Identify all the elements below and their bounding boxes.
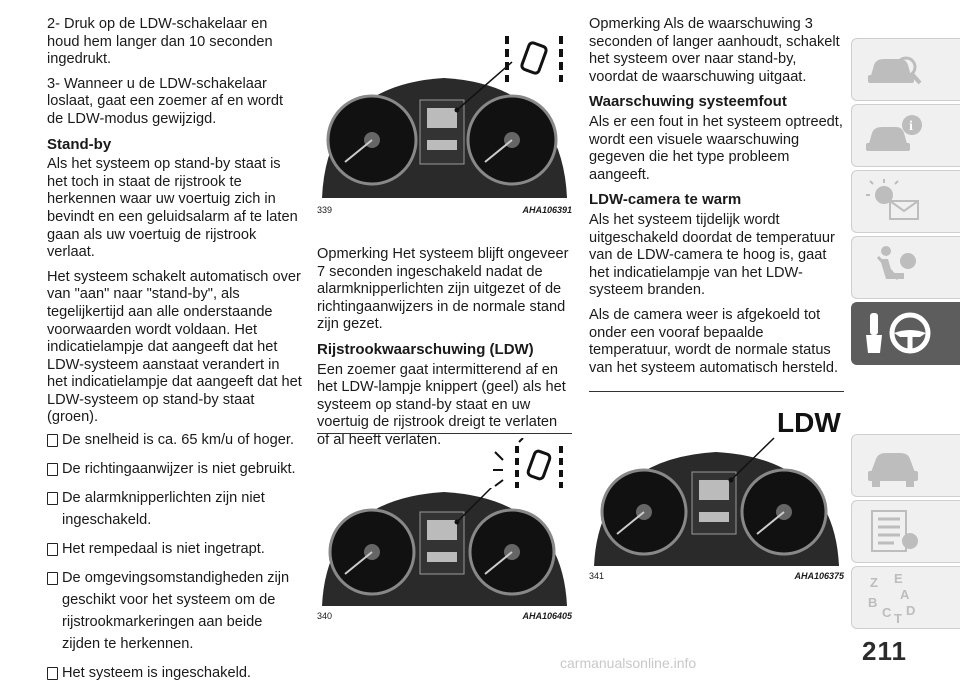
tab-car-info[interactable] bbox=[851, 104, 960, 167]
tab-car-front[interactable] bbox=[851, 434, 960, 497]
svg-text:A: A bbox=[900, 587, 910, 602]
svg-text:B: B bbox=[868, 595, 878, 610]
figure-340 bbox=[317, 438, 572, 626]
tab-service-list[interactable] bbox=[851, 500, 960, 563]
tab-key-steering[interactable] bbox=[851, 302, 960, 365]
standby-paragraph-1: Als het systeem op stand-by staat is het toch in staat de rijstrook te herkennen waar uw voertuig zich in bevindt en een geluidsalarm af te laten gaan als uw voertuig de rijstrook verlaat. bbox=[47, 156, 298, 261]
car-magnifier-icon bbox=[864, 45, 924, 93]
figure-code: AHA106375 bbox=[794, 571, 844, 581]
figure-number: 339 bbox=[317, 205, 333, 215]
camera-warm-paragraph-2: Als de camera weer is afgekoeld tot onder een vooraf bepaalde temperatuur, wordt de normale status van het systeem automatisch hersteld. bbox=[589, 306, 839, 376]
tab-alphabet-index[interactable] bbox=[851, 566, 960, 629]
note-paragraph: Opmerking Het systeem blijft ongeveer 7 seconden ingeschakeld nadat de alarmknipperlichten zijn uitgezet of de richtingaanwijzers in de normale stand zijn gezet. bbox=[317, 246, 569, 333]
page-number: 211 bbox=[862, 636, 907, 666]
svg-text:Z: Z bbox=[870, 575, 878, 590]
car-info-icon bbox=[864, 111, 924, 159]
heading-lane-warning: Rijstrookwaarschuwing (LDW) bbox=[317, 340, 534, 358]
car-service-list-icon bbox=[864, 507, 924, 555]
svg-text:i: i bbox=[909, 119, 913, 134]
svg-text:E: E bbox=[894, 573, 903, 586]
figure-divider bbox=[589, 391, 844, 392]
standby-paragraph-2: Het systeem schakelt automatisch over van "aan" naar "stand-by", als tegelijkertijd aan alle onderstaande voorwaarden wordt voldaan. Het indicatielampje dat aangeeft dat het LDW-systeem aanstaat verandert in het indicatielampje dat aangeeft dat het LDW-systeem op stand-by staat (groen). bbox=[47, 268, 302, 426]
figure-divider bbox=[317, 433, 572, 434]
list-item: De omgevingsomstandigheden zijn geschikt voor het systeem om de rijstrookmarkeringen aan beide zijden te herkennen. bbox=[47, 567, 302, 655]
heading-standby: Stand-by bbox=[47, 135, 112, 153]
ldw-label: LDW bbox=[777, 407, 841, 438]
svg-text:C: C bbox=[882, 605, 892, 620]
car-front-icon bbox=[864, 441, 924, 489]
list-item: De alarmknipperlichten zijn niet ingeschakeld. bbox=[47, 487, 302, 531]
system-fault-paragraph: Als er een fout in het systeem optreedt, wordt een visuele waarschuwing gegeven die het type probleem aangeeft. bbox=[589, 113, 843, 183]
list-item: Het rempedaal is niet ingetrapt. bbox=[47, 538, 302, 560]
warning-light-envelope-icon bbox=[864, 177, 924, 225]
figure-number: 340 bbox=[317, 611, 333, 621]
alphabet-index-icon bbox=[864, 573, 924, 625]
heading-camera-warm: LDW-camera te warm bbox=[589, 191, 742, 209]
step-2: 2- Druk op de LDW-schakelaar en houd hem langer dan 10 seconden ingedrukt. bbox=[47, 16, 273, 68]
note-paragraph: Opmerking Als de waarschuwing 3 seconden of langer aanhoudt, schakelt het systeem over naar stand-by, voordat de waarschuwing uitgaat. bbox=[589, 16, 840, 85]
list-item: Het systeem is ingeschakeld. bbox=[47, 662, 302, 684]
key-steering-wheel-icon bbox=[864, 309, 944, 359]
svg-text:D: D bbox=[906, 603, 916, 618]
text-column-2 bbox=[317, 16, 572, 621]
lane-warning-paragraph: Een zoemer gaat intermitterend af en het LDW-lampje knippert (geel) als het systeem op stand-by staat en uw voertuig de rijstrook dreigt te verlaten of al heeft verlaten. bbox=[317, 361, 566, 448]
instrument-cluster-ldw-icon bbox=[317, 32, 572, 200]
seat-airbag-icon bbox=[864, 243, 924, 291]
figure-339 bbox=[317, 32, 572, 220]
figure-341 bbox=[589, 396, 844, 586]
tab-car-magnifier[interactable] bbox=[851, 38, 960, 101]
instrument-cluster-lane-departure-icon bbox=[317, 438, 572, 606]
figure-code: AHA106391 bbox=[522, 205, 572, 215]
condition-list bbox=[47, 429, 302, 684]
watermark: carmanualsonline.info bbox=[560, 655, 697, 671]
text-column-3 bbox=[589, 16, 844, 581]
tab-warning-lights[interactable] bbox=[851, 170, 960, 233]
tab-seat-airbag[interactable] bbox=[851, 236, 960, 299]
heading-system-fault: Waarschuwing systeemfout bbox=[589, 93, 787, 111]
figure-number: 341 bbox=[589, 571, 605, 581]
text-column-1 bbox=[47, 16, 302, 691]
step-3: 3- Wanneer u de LDW-schakelaar loslaat, gaat een zoemer af en wordt de LDW-modus gewijzigd. bbox=[47, 75, 284, 127]
figure-code: AHA106405 bbox=[522, 611, 572, 621]
list-item: De richtingaanwijzer is niet gebruikt. bbox=[47, 458, 302, 480]
camera-warm-paragraph-1: Als het systeem tijdelijk wordt uitgeschakeld doordat de temperatuur van de LDW-camera te hoog is, gaat het indicatielampje van het LDW-systeem branden. bbox=[589, 211, 835, 299]
instrument-cluster-ldw-label-icon bbox=[589, 396, 844, 566]
svg-text:T: T bbox=[894, 611, 902, 625]
list-item: De snelheid is ca. 65 km/u of hoger. bbox=[47, 429, 302, 451]
